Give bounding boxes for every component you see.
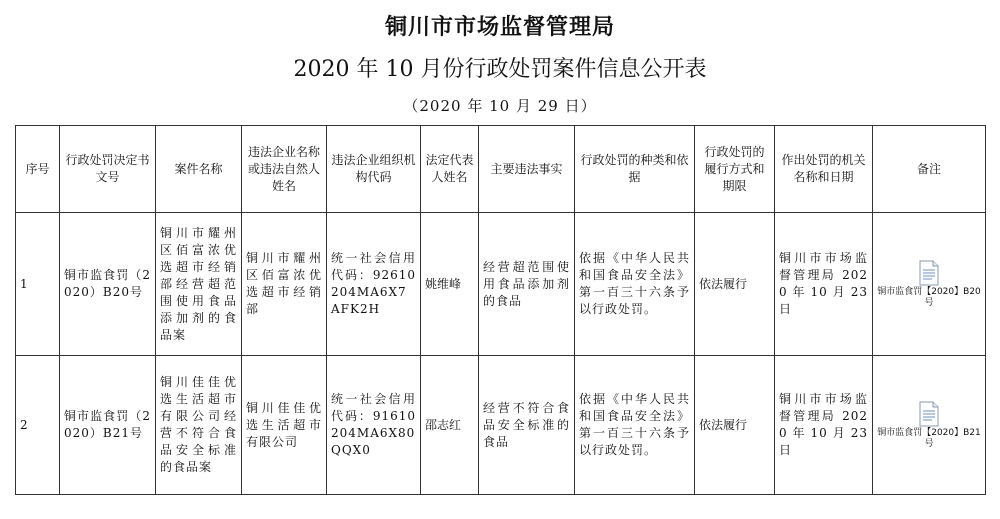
attachment-b20[interactable] — [877, 260, 981, 309]
col-header-remarks: 备注 — [873, 126, 986, 213]
document-icon — [918, 401, 940, 427]
cell-facts: 经营不符合食品安全标准的食品 — [479, 356, 575, 495]
cell-execution: 依法履行 — [695, 356, 775, 495]
cell-authority: 铜川市市场监督管理局 2020 年 10 月 23 日 — [775, 356, 873, 495]
table-row — [16, 213, 986, 356]
col-header-entity: 违法企业名称或违法自然人姓名 — [242, 126, 327, 213]
cell-legal-rep: 姚维峰 — [421, 213, 479, 356]
cell-org-code: 统一社会信用代码：92610204MA6X7AFK2H — [327, 213, 421, 356]
penalty-table — [15, 125, 986, 495]
cell-remarks — [873, 213, 986, 356]
col-header-doc-no: 行政处罚决定书文号 — [60, 126, 156, 213]
col-header-execution: 行政处罚的履行方式和期限 — [695, 126, 775, 213]
cell-facts: 经营超范围使用食品添加剂的食品 — [479, 213, 575, 356]
cell-doc-no: 铜市监食罚（2020）B21号 — [60, 356, 156, 495]
col-header-org-code: 违法企业组织机构代码 — [327, 126, 421, 213]
cell-entity: 铜川市耀州区佰富浓优选超市经销部 — [242, 213, 327, 356]
document-icon — [918, 260, 940, 286]
col-header-penalty: 行政处罚的种类和依据 — [575, 126, 695, 213]
cell-doc-no: 铜市监食罚（2020）B20号 — [60, 213, 156, 356]
agency-title: 铜川市市场监督管理局 — [384, 14, 615, 40]
table-row — [16, 356, 986, 495]
cell-no: 1 — [16, 213, 60, 356]
cell-penalty: 依据《中华人民共和国食品安全法》第一百三十六条予以行政处罚。 — [575, 213, 695, 356]
publish-date: （2020 年 10 月 29 日） — [403, 97, 597, 115]
attachment-label: 铜市监食罚【2020】B21号 — [877, 427, 981, 449]
cell-penalty: 依据《中华人民共和国食品安全法》第一百三十六条予以行政处罚。 — [575, 356, 695, 495]
col-header-no: 序号 — [16, 126, 60, 213]
cell-case-name: 铜川市耀州区佰富浓优选超市经销部经营超范围使用食品添加剂的食品案 — [156, 213, 242, 356]
cell-legal-rep: 邵志红 — [421, 356, 479, 495]
cell-case-name: 铜川佳佳优选生活超市有限公司经营不符合食品安全标准的食品案 — [156, 356, 242, 495]
cell-remarks — [873, 356, 986, 495]
col-header-facts: 主要违法事实 — [479, 126, 575, 213]
table-title: 2020 年 10 月份行政处罚案件信息公开表 — [293, 57, 707, 82]
header-row — [16, 126, 986, 213]
attachment-label: 铜市监食罚【2020】B20号 — [877, 286, 981, 308]
cell-authority: 铜川市市场监督管理局 2020 年 10 月 23 日 — [775, 213, 873, 356]
cell-execution: 依法履行 — [695, 213, 775, 356]
attachment-b21[interactable] — [877, 401, 981, 450]
cell-entity: 铜川佳佳优选生活超市有限公司 — [242, 356, 327, 495]
col-header-case-name: 案件名称 — [156, 126, 242, 213]
cell-org-code: 统一社会信用代码：91610204MA6X80QQX0 — [327, 356, 421, 495]
col-header-legal-rep: 法定代表人姓名 — [421, 126, 479, 213]
cell-no: 2 — [16, 356, 60, 495]
col-header-authority: 作出处罚的机关名称和日期 — [775, 126, 873, 213]
